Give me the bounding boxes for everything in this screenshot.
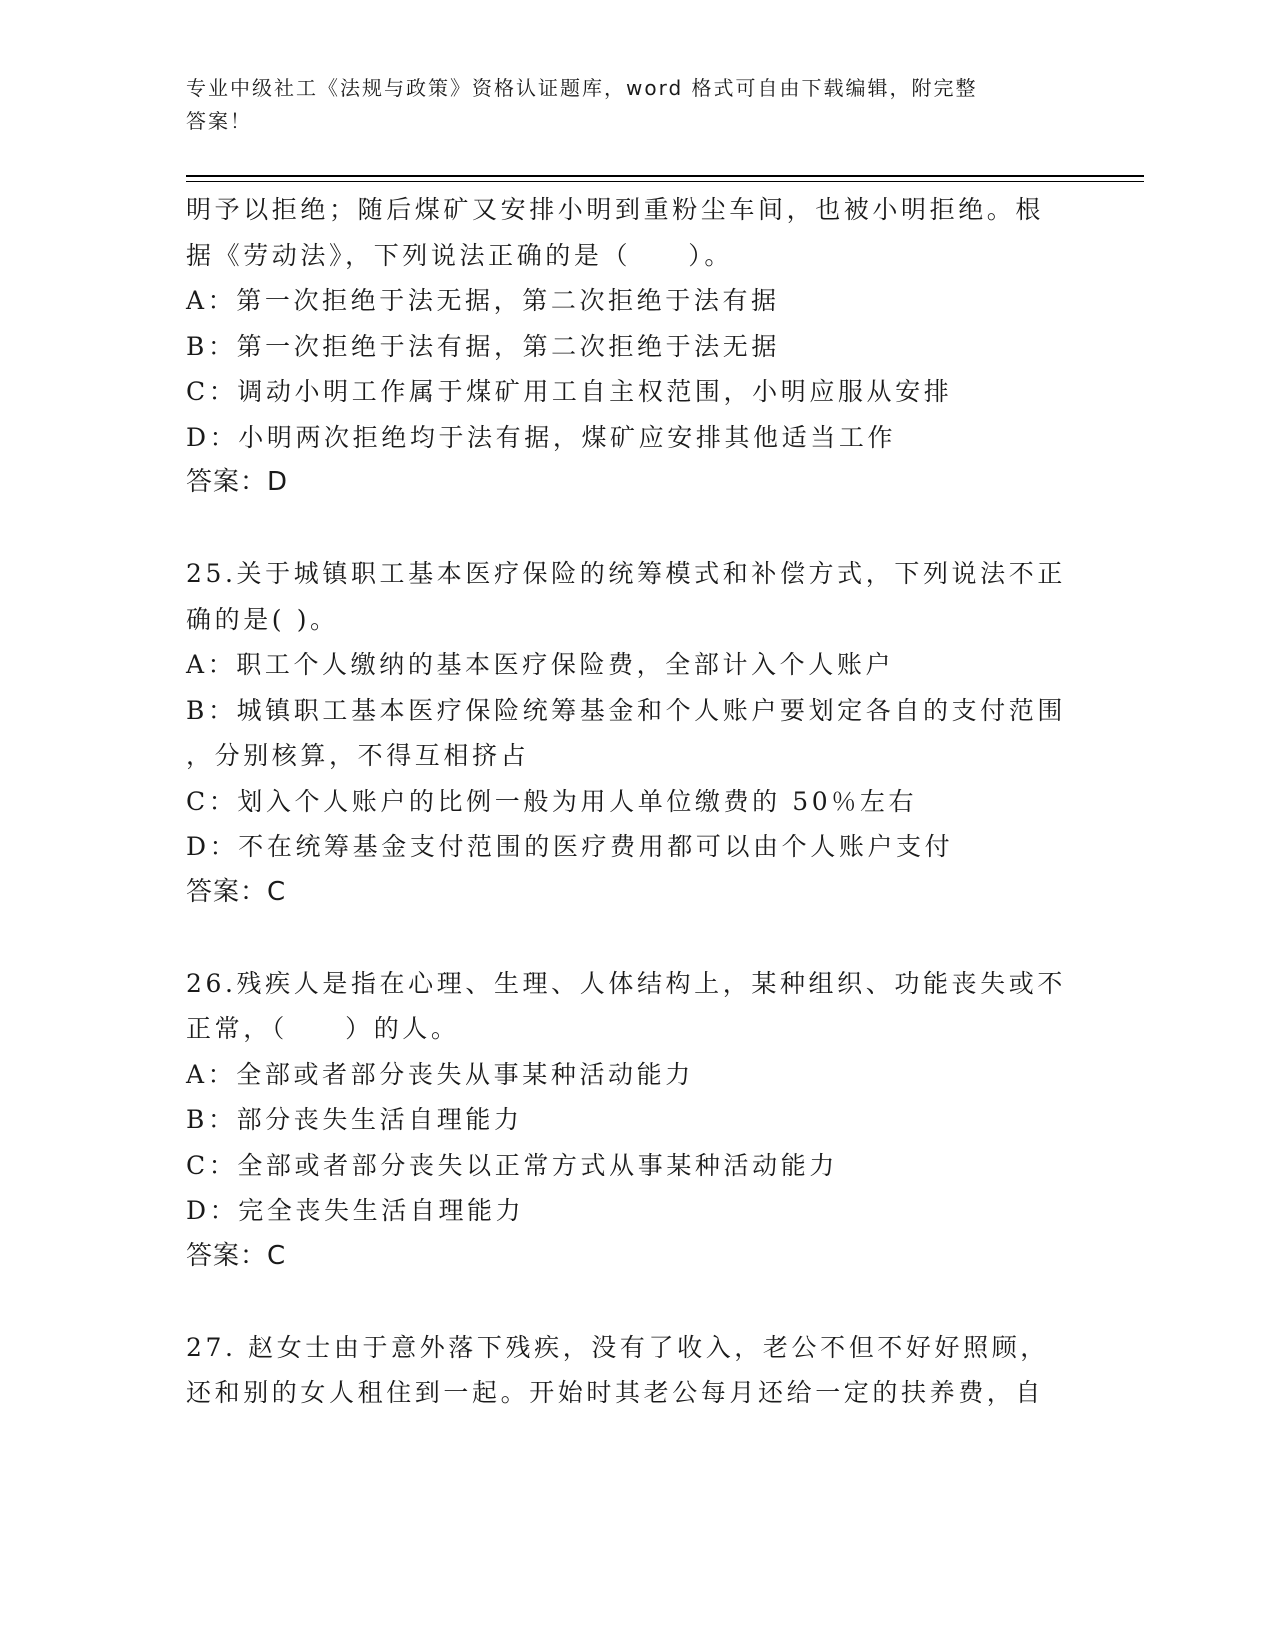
header-line-1: 专业中级社工《法规与政策》资格认证题库，word 格式可自由下载编辑，附完整 [186,76,978,100]
option-d: D：完全丧失生活自理能力 [186,1196,525,1225]
option-d: D：不在统筹基金支付范围的医疗费用都可以由个人账户支付 [186,832,954,861]
question-25 [186,551,1086,915]
answer: 答案：C [186,876,287,907]
option-c: C：全部或者部分丧失以正常方式从事某种活动能力 [186,1150,838,1180]
question-27 [186,1325,1086,1416]
header-line-2: 答案！ [186,109,252,133]
answer: 答案：C [186,1240,287,1271]
option-b: B：部分丧失生活自理能力 [186,1105,523,1134]
question-24 [186,187,1086,506]
option-a: A：全部或者部分丧失从事某种活动能力 [186,1059,694,1089]
question-stem: 明予以拒绝；随后煤矿又安排小明到重粉尘车间，也被小明拒绝。根 [186,195,1045,224]
option-d: D：小明两次拒绝均于法有据，煤矿应安排其他适当工作 [186,422,897,452]
option-a: A：第一次拒绝于法无据，第二次拒绝于法有据 [186,286,780,315]
question-stem: 27. 赵女士由于意外落下残疾，没有了收入，老公不但不好好照顾， [186,1332,1049,1362]
question-stem: 25.关于城镇职工基本医疗保险的统筹模式和补偿方式，下列说法不正 [186,559,1066,588]
spacer [186,506,1086,552]
option-c: C：划入个人账户的比例一般为用人单位缴费的 50％左右 [186,786,918,816]
question-26 [186,961,1086,1280]
question-stem: 还和别的女人租住到一起。开始时其老公每月还给一定的扶养费，自 [186,1378,1045,1407]
question-stem: 确的是( )。 [186,604,339,634]
question-stem: 据《劳动法》，下列说法正确的是（ ）。 [186,240,734,270]
question-stem: 26.残疾人是指在心理、生理、人体结构上，某种组织、功能丧失或不 [186,968,1066,998]
answer: 答案：D [186,467,289,497]
option-c: C：调动小明工作属于煤矿用工自主权范围，小明应服从安排 [186,377,953,406]
spacer [186,1279,1086,1325]
spacer [186,915,1086,961]
option-a: A：职工个人缴纳的基本医疗保险费，全部计入个人账户 [186,650,895,679]
header-rule-thick [186,175,1144,177]
option-b: B：城镇职工基本医疗保险统筹基金和个人账户要划定各自的支付范围 [186,695,1066,725]
document-body [186,187,1086,1416]
header-rule-thin [186,181,1144,182]
question-stem: 正常，（ ）的人。 [186,1014,460,1043]
option-b-continued: ，分别核算，不得互相挤占 [186,741,530,770]
page-header [186,72,1086,138]
option-b: B：第一次拒绝于法有据，第二次拒绝于法无据 [186,331,780,361]
